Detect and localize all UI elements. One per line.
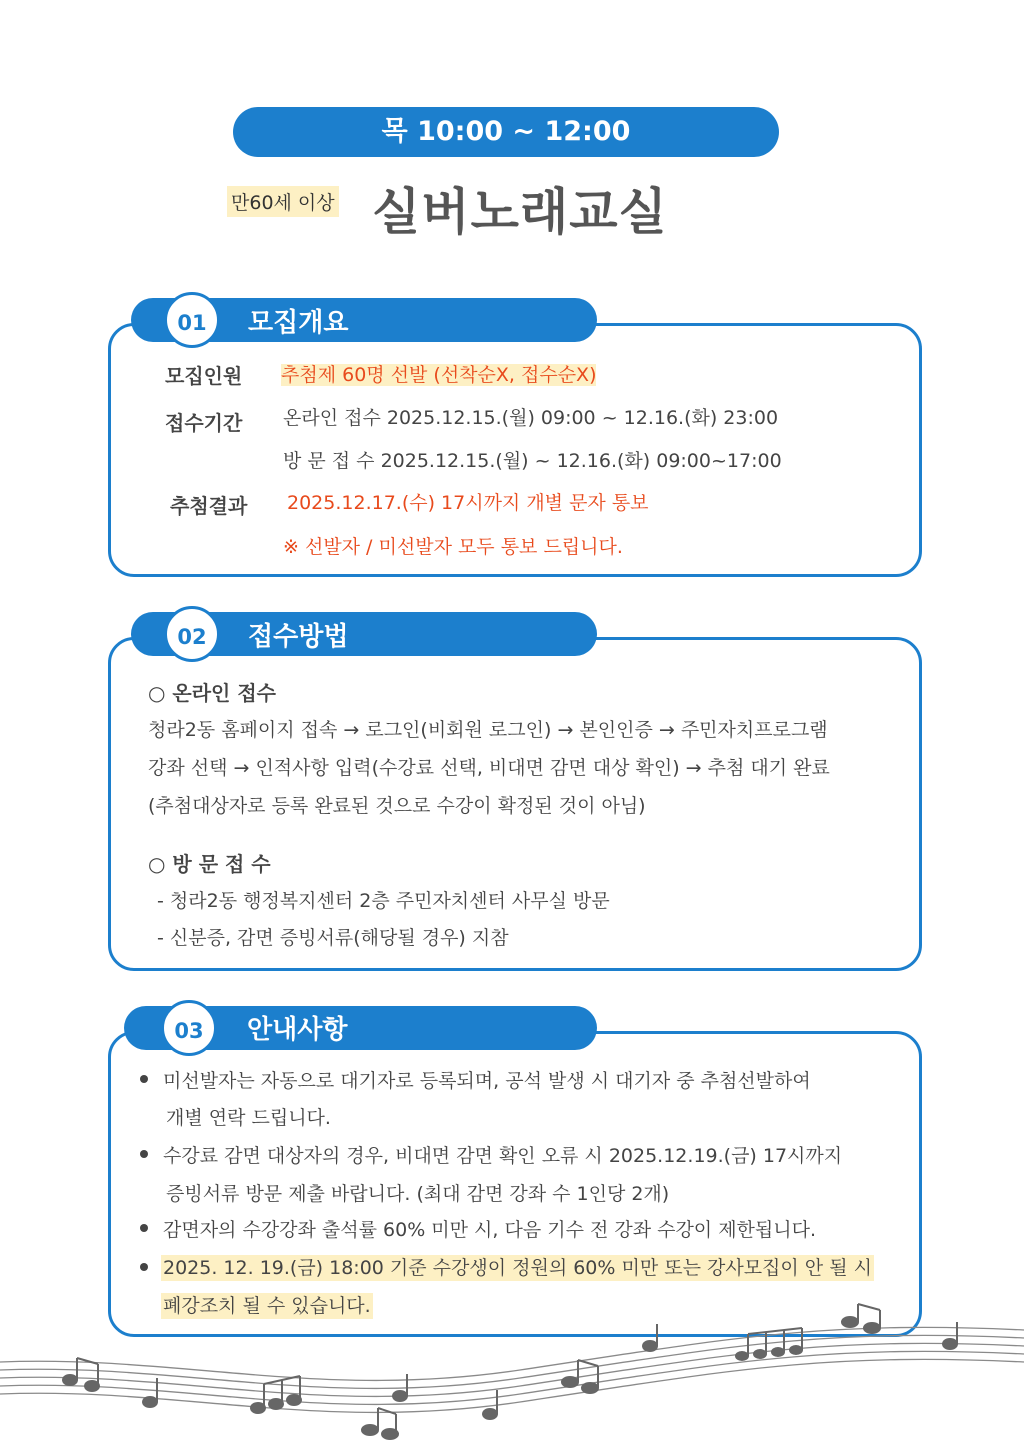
visit-line: - 신분증, 감면 증빙서류(해당될 경우) 지참	[157, 927, 509, 949]
time-banner: 목 10:00 ~ 12:00	[233, 107, 779, 157]
section-number: 02	[164, 606, 220, 662]
period-label: 접수기간	[165, 411, 243, 435]
online-line: 청라2동 홈페이지 접속 → 로그인(비회원 로그인) → 본인인증 → 주민자치프로그램	[148, 719, 828, 741]
notice-item-text: 2025. 12. 19.(금) 18:00 기준 수강생이 정원의 60% 미만 또는 강사모집이 안 될 시	[163, 1257, 872, 1279]
notice-item-text: 폐강조치 될 수 있습니다.	[163, 1295, 371, 1317]
visit-line: - 청라2동 행정복지센터 2층 주민자치센터 사무실 방문	[157, 890, 610, 912]
page-title: 실버노래교실	[372, 183, 668, 241]
notice-item-cont: 개별 연락 드립니다.	[166, 1107, 331, 1129]
notice-item	[161, 1253, 874, 1280]
section-title: 모집개요	[248, 308, 349, 338]
result-label: 추첨결과	[170, 494, 248, 518]
notice-item: 수강료 감면 대상자의 경우, 비대면 감면 확인 오류 시 2025.12.19.(금) 17시까지	[163, 1145, 843, 1167]
recruit-value	[281, 360, 596, 387]
period-visit: 방 문 접 수 2025.12.15.(월) ~ 12.16.(화) 09:00~17:00	[283, 450, 782, 472]
notice-item: 감면자의 수강강좌 출석률 60% 미만 시, 다음 기수 전 강좌 수강이 제한됩니다.	[163, 1219, 817, 1241]
notice-item: 미선발자는 자동으로 대기자로 등록되며, 공석 발생 시 대기자 중 추첨선발하여	[163, 1070, 811, 1092]
result-note: ※ 선발자 / 미선발자 모두 통보 드립니다.	[283, 536, 623, 558]
bullet-icon	[140, 1075, 148, 1083]
result-value: 2025.12.17.(수) 17시까지 개별 문자 통보	[287, 492, 649, 514]
bullet-icon	[140, 1224, 148, 1232]
recruit-label: 모집인원	[165, 364, 243, 388]
section-number: 01	[164, 292, 220, 348]
recruit-value-text: 추첨제 60명 선발 (선착순X, 접수순X)	[281, 364, 597, 386]
section-title: 접수방법	[248, 622, 349, 652]
music-staff-notes-icon	[0, 1300, 1024, 1448]
bullet-icon	[140, 1263, 148, 1271]
age-tag: 만60세 이상	[227, 186, 339, 217]
online-line: (추첨대상자로 등록 완료된 것으로 수강이 확정된 것이 아님)	[148, 795, 646, 817]
bullet-icon	[140, 1150, 148, 1158]
section-title: 안내사항	[247, 1015, 348, 1045]
online-heading: ○ 온라인 접수	[148, 681, 276, 705]
section-number: 03	[161, 1000, 217, 1056]
period-online: 온라인 접수 2025.12.15.(월) 09:00 ~ 12.16.(화) 23:00	[283, 407, 779, 429]
online-line: 강좌 선택 → 인적사항 입력(수강료 선택, 비대면 감면 대상 확인) → 추첨 대기 완료	[148, 757, 830, 779]
notice-item-cont: 증빙서류 방문 제출 바랍니다. (최대 감면 강좌 수 1인당 2개)	[166, 1183, 670, 1205]
visit-heading: ○ 방 문 접 수	[148, 852, 271, 876]
